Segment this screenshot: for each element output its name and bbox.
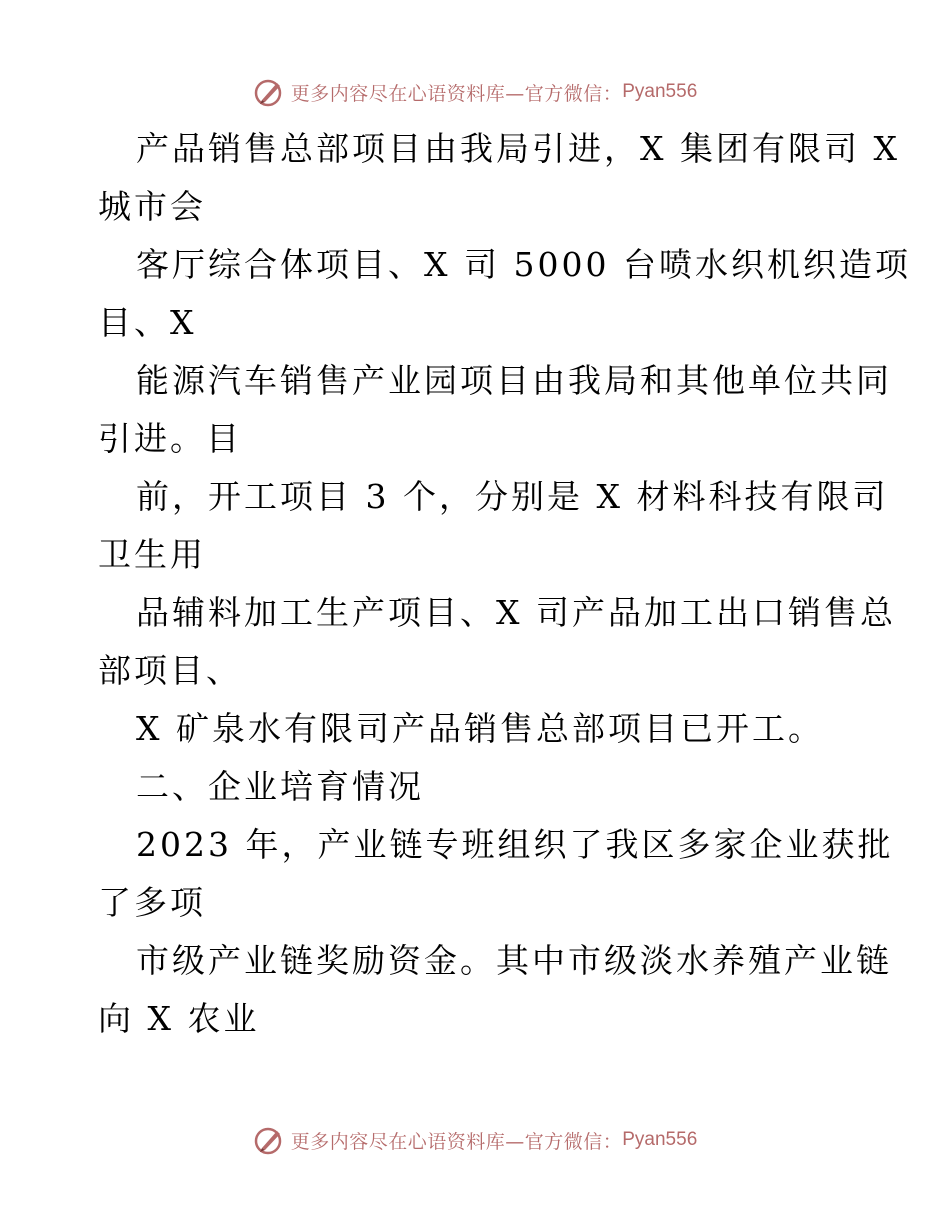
pen-logo-icon bbox=[253, 76, 285, 108]
watermark-wechat-id: Pyan556 bbox=[622, 1129, 698, 1150]
text-line: X 矿泉水有限司产品销售总部项目已开工。 bbox=[136, 709, 824, 748]
text-line: 目、X bbox=[98, 303, 197, 342]
pen-logo-icon bbox=[253, 1124, 285, 1156]
watermark-wechat-id: Pyan556 bbox=[622, 81, 698, 102]
text-line: 2023 年，产业链专班组织了我区多家企业获批 bbox=[136, 825, 894, 864]
text-line: 产品销售总部项目由我局引进，X 集团有限司 X bbox=[136, 129, 900, 168]
text-line: 了多项 bbox=[98, 883, 206, 922]
watermark-text: 更多内容尽在心语资料库—官方微信： bbox=[290, 82, 623, 105]
text-line: 市级产业链奖励资金。其中市级淡水养殖产业链 bbox=[136, 941, 892, 980]
text-line: 卫生用 bbox=[98, 535, 206, 574]
text-line: 向 X 农业 bbox=[98, 999, 260, 1038]
text-line: 前，开工项目 3 个，分别是 X 材料科技有限司 bbox=[136, 477, 889, 516]
text-line: 部项目、 bbox=[98, 651, 242, 690]
watermark-text: 更多内容尽在心语资料库—官方微信： bbox=[290, 1130, 623, 1153]
footer-watermark bbox=[0, 1124, 950, 1156]
text-line: 客厅综合体项目、X 司 5000 台喷水织机织造项 bbox=[136, 245, 911, 284]
text-line: 能源汽车销售产业园项目由我局和其他单位共同 bbox=[136, 361, 892, 400]
section-heading: 二、企业培育情况 bbox=[136, 767, 424, 806]
text-line: 品辅料加工生产项目、X 司产品加工出口销售总 bbox=[136, 593, 896, 632]
header-watermark bbox=[0, 76, 950, 108]
text-line: 引进。目 bbox=[98, 419, 242, 458]
text-line: 城市会 bbox=[98, 187, 206, 226]
document-body bbox=[98, 120, 911, 1048]
